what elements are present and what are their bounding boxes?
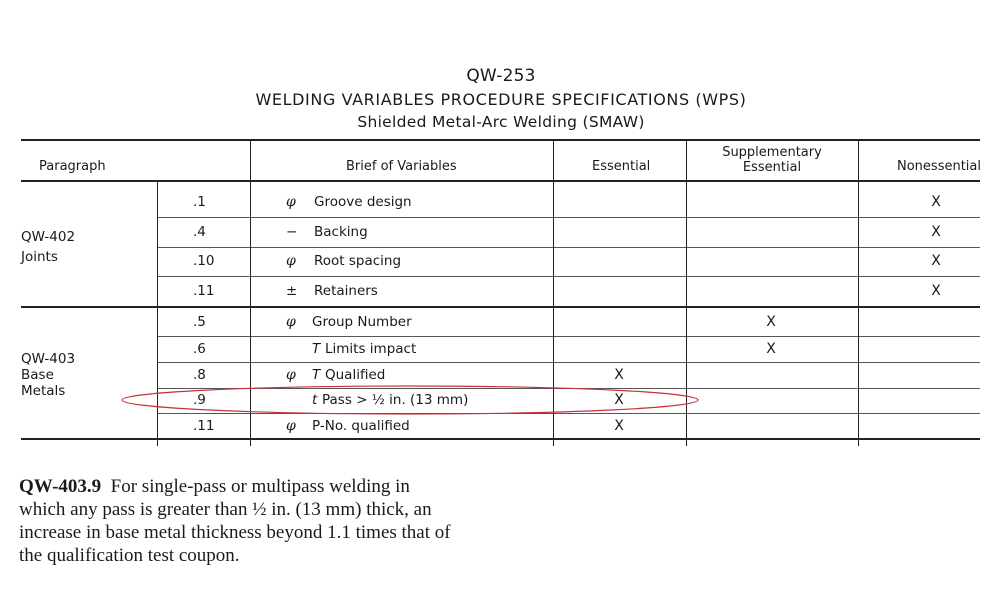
change-symbol: φ [286, 367, 296, 383]
note-label: QW-403.9 [19, 476, 102, 497]
variable-description: Root spacing [314, 253, 402, 269]
table-code: QW-253 [466, 66, 536, 86]
nonessential-mark: X [931, 283, 941, 299]
header-supplementary-line1: Supplementary [722, 145, 822, 160]
row-number: .8 [193, 367, 206, 383]
variable-description: Qualified [325, 367, 386, 383]
variable-description: Groove design [314, 194, 412, 210]
header-paragraph: Paragraph [39, 159, 106, 174]
variable-description: P-No. qualified [312, 418, 410, 434]
header-essential: Essential [592, 159, 651, 174]
table-subtitle: Shielded Metal-Arc Welding (SMAW) [357, 113, 645, 131]
row-number: .5 [193, 314, 206, 330]
variable-description: Limits impact [325, 341, 417, 357]
header-brief-of-variables: Brief of Variables [346, 159, 457, 174]
header-nonessential: Nonessential [897, 159, 981, 174]
row-number: .11 [193, 283, 215, 299]
supplementary-mark: X [766, 341, 776, 357]
row-number: .6 [193, 341, 206, 357]
group-name-metals: Metals [21, 383, 66, 399]
change-symbol: φ [286, 314, 296, 330]
row-number: .10 [193, 253, 215, 269]
header-supplementary-line2: Essential [742, 160, 802, 175]
variable-italic-symbol: T [312, 341, 321, 357]
change-symbol: φ [286, 253, 296, 269]
variable-italic-symbol: T [312, 367, 321, 383]
variable-description: Pass > ½ in. (13 mm) [322, 392, 469, 408]
group-name-joints: Joints [21, 249, 58, 265]
nonessential-mark: X [931, 194, 941, 210]
row-number: .11 [193, 418, 215, 434]
nonessential-mark: X [931, 224, 941, 240]
row-number: .4 [193, 224, 206, 240]
note-line1: For single-pass or multipass welding in [110, 476, 410, 497]
essential-mark: X [614, 418, 624, 434]
group-code-qw403: QW-403 [21, 351, 76, 367]
note-line4: the qualification test coupon. [19, 545, 240, 566]
variable-italic-symbol: t [312, 392, 318, 408]
group-code-qw402: QW-402 [21, 229, 76, 245]
supplementary-mark: X [766, 314, 776, 330]
note-line2: which any pass is greater than ½ in. (13 mm) thick, an [19, 499, 432, 520]
variable-description: Group Number [312, 314, 412, 330]
change-symbol: − [286, 224, 298, 240]
essential-mark: X [614, 392, 624, 408]
row-number: .1 [193, 194, 206, 210]
change-symbol: φ [286, 418, 296, 434]
note-line3: increase in base metal thickness beyond 1.1 times that of [19, 522, 451, 543]
variable-description: Retainers [314, 283, 378, 299]
change-symbol: ± [286, 283, 298, 299]
row-number: .9 [193, 392, 206, 408]
group-name-base: Base [21, 367, 54, 383]
essential-mark: X [614, 367, 624, 383]
nonessential-mark: X [931, 253, 941, 269]
change-symbol: φ [286, 194, 296, 210]
table-title: WELDING VARIABLES PROCEDURE SPECIFICATIONS (WPS) [255, 90, 747, 109]
note-paragraph [19, 475, 489, 567]
variable-description: Backing [314, 224, 368, 240]
